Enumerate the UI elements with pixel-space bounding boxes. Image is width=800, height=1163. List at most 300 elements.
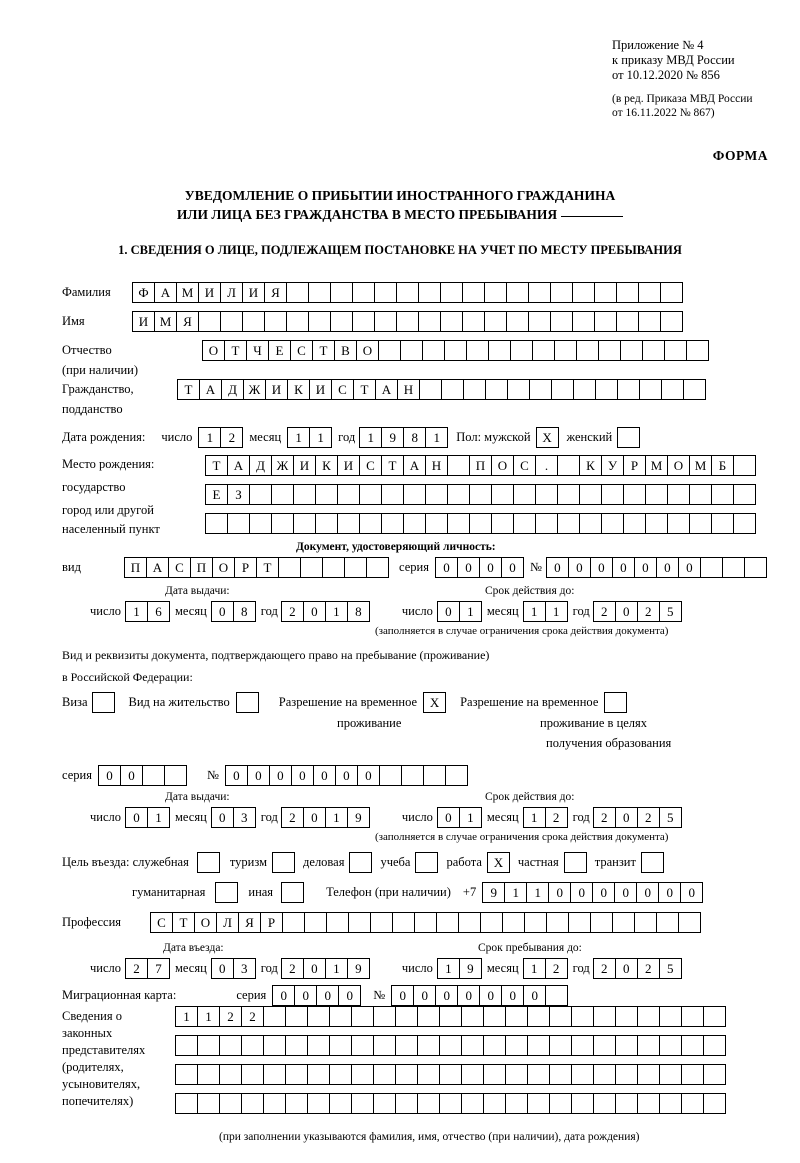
char-cell[interactable]: 2 — [545, 958, 568, 979]
char-cell[interactable] — [491, 484, 514, 505]
char-cell[interactable] — [197, 1093, 220, 1114]
char-cell[interactable] — [348, 912, 371, 933]
char-cell[interactable]: 0 — [437, 807, 460, 828]
char-cell[interactable]: Ч — [246, 340, 269, 361]
char-cell[interactable] — [637, 1006, 660, 1027]
char-cell[interactable] — [285, 1006, 308, 1027]
char-cell[interactable]: 0 — [612, 557, 635, 578]
char-cell[interactable] — [615, 1035, 638, 1056]
char-cell[interactable]: 2 — [125, 958, 148, 979]
char-cell[interactable] — [439, 1006, 462, 1027]
char-cell[interactable]: М — [645, 455, 668, 476]
char-cell[interactable]: И — [293, 455, 316, 476]
char-cell[interactable] — [535, 484, 558, 505]
char-cell[interactable]: 1 — [287, 427, 310, 448]
purpose-item-1-checkbox[interactable] — [349, 852, 372, 873]
char-cell[interactable]: 0 — [294, 985, 317, 1006]
char-cell[interactable] — [241, 1064, 264, 1085]
id-issue-day-input[interactable] — [125, 601, 170, 622]
char-cell[interactable]: 2 — [281, 958, 304, 979]
char-cell[interactable]: 0 — [680, 882, 703, 903]
char-cell[interactable] — [461, 1064, 484, 1085]
char-cell[interactable]: 0 — [658, 882, 681, 903]
stay-issue-month-input[interactable] — [211, 807, 256, 828]
char-cell[interactable] — [466, 340, 489, 361]
char-cell[interactable]: И — [337, 455, 360, 476]
char-cell[interactable] — [527, 1006, 550, 1027]
char-cell[interactable]: С — [150, 912, 173, 933]
char-cell[interactable]: Ж — [271, 455, 294, 476]
char-cell[interactable] — [271, 484, 294, 505]
char-cell[interactable] — [401, 765, 424, 786]
char-cell[interactable] — [667, 484, 690, 505]
profession-input[interactable] — [150, 912, 701, 933]
char-cell[interactable]: 0 — [592, 882, 615, 903]
char-cell[interactable]: Ж — [243, 379, 266, 400]
char-cell[interactable]: 2 — [637, 601, 660, 622]
char-cell[interactable] — [659, 1006, 682, 1027]
char-cell[interactable] — [461, 1035, 484, 1056]
char-cell[interactable]: 0 — [272, 985, 295, 1006]
char-cell[interactable] — [447, 484, 470, 505]
purpose-item-0-checkbox[interactable] — [272, 852, 295, 873]
char-cell[interactable] — [532, 340, 555, 361]
char-cell[interactable] — [249, 513, 272, 534]
char-cell[interactable] — [351, 1006, 374, 1027]
char-cell[interactable]: И — [242, 282, 265, 303]
char-cell[interactable] — [623, 513, 646, 534]
char-cell[interactable] — [656, 912, 679, 933]
char-cell[interactable] — [422, 340, 445, 361]
char-cell[interactable] — [330, 282, 353, 303]
char-cell[interactable] — [445, 765, 468, 786]
char-cell[interactable] — [571, 1064, 594, 1085]
char-cell[interactable] — [545, 985, 568, 1006]
purpose-item-3-checkbox[interactable]: X — [487, 852, 510, 873]
char-cell[interactable]: С — [290, 340, 313, 361]
char-cell[interactable] — [300, 557, 323, 578]
char-cell[interactable]: 0 — [120, 765, 143, 786]
char-cell[interactable]: 0 — [225, 765, 248, 786]
char-cell[interactable] — [352, 311, 375, 332]
char-cell[interactable]: Д — [221, 379, 244, 400]
char-cell[interactable] — [282, 912, 305, 933]
stay-valid-month-input[interactable] — [523, 807, 568, 828]
char-cell[interactable] — [557, 513, 580, 534]
char-cell[interactable] — [616, 282, 639, 303]
char-cell[interactable] — [359, 484, 382, 505]
char-cell[interactable] — [396, 282, 419, 303]
char-cell[interactable] — [374, 311, 397, 332]
char-cell[interactable] — [381, 484, 404, 505]
purpose-service-checkbox[interactable] — [197, 852, 220, 873]
char-cell[interactable] — [444, 340, 467, 361]
char-cell[interactable] — [329, 1035, 352, 1056]
char-cell[interactable]: 1 — [309, 427, 332, 448]
char-cell[interactable]: И — [265, 379, 288, 400]
char-cell[interactable]: Е — [268, 340, 291, 361]
char-cell[interactable] — [681, 1093, 704, 1114]
char-cell[interactable]: А — [375, 379, 398, 400]
char-cell[interactable] — [286, 282, 309, 303]
char-cell[interactable]: 0 — [435, 557, 458, 578]
char-cell[interactable]: 8 — [233, 601, 256, 622]
char-cell[interactable]: 1 — [198, 427, 221, 448]
char-cell[interactable] — [612, 912, 635, 933]
char-cell[interactable] — [351, 1093, 374, 1114]
char-cell[interactable] — [440, 311, 463, 332]
char-cell[interactable]: 1 — [459, 601, 482, 622]
char-cell[interactable] — [439, 1064, 462, 1085]
char-cell[interactable]: И — [132, 311, 155, 332]
char-cell[interactable]: 0 — [568, 557, 591, 578]
char-cell[interactable]: М — [154, 311, 177, 332]
char-cell[interactable]: 0 — [303, 601, 326, 622]
entry-year-input[interactable] — [281, 958, 370, 979]
char-cell[interactable] — [395, 1035, 418, 1056]
char-cell[interactable]: 5 — [659, 807, 682, 828]
char-cell[interactable]: 0 — [656, 557, 679, 578]
char-cell[interactable] — [227, 513, 250, 534]
char-cell[interactable] — [351, 1035, 374, 1056]
char-cell[interactable] — [576, 340, 599, 361]
char-cell[interactable]: 1 — [175, 1006, 198, 1027]
char-cell[interactable]: Р — [234, 557, 257, 578]
char-cell[interactable] — [549, 1035, 572, 1056]
birthplace-input-3[interactable] — [205, 513, 756, 534]
migration-series-input[interactable] — [272, 985, 361, 1006]
char-cell[interactable] — [594, 311, 617, 332]
char-cell[interactable]: 2 — [545, 807, 568, 828]
char-cell[interactable] — [689, 513, 712, 534]
char-cell[interactable] — [395, 1064, 418, 1085]
char-cell[interactable]: 9 — [347, 958, 370, 979]
char-cell[interactable] — [344, 557, 367, 578]
char-cell[interactable] — [579, 513, 602, 534]
char-cell[interactable] — [703, 1006, 726, 1027]
citizenship-input[interactable] — [177, 379, 706, 400]
char-cell[interactable]: 1 — [147, 807, 170, 828]
char-cell[interactable]: К — [315, 455, 338, 476]
char-cell[interactable] — [462, 282, 485, 303]
patronymic-input[interactable] — [202, 340, 709, 361]
char-cell[interactable] — [370, 912, 393, 933]
char-cell[interactable] — [703, 1093, 726, 1114]
char-cell[interactable] — [660, 282, 683, 303]
char-cell[interactable] — [418, 282, 441, 303]
char-cell[interactable]: И — [309, 379, 332, 400]
char-cell[interactable]: 0 — [437, 601, 460, 622]
char-cell[interactable]: 2 — [593, 958, 616, 979]
char-cell[interactable] — [419, 379, 442, 400]
char-cell[interactable]: 0 — [615, 601, 638, 622]
id-number-input[interactable] — [546, 557, 767, 578]
char-cell[interactable] — [527, 1064, 550, 1085]
char-cell[interactable]: 0 — [211, 601, 234, 622]
birth-day-input[interactable] — [198, 427, 243, 448]
char-cell[interactable] — [175, 1035, 198, 1056]
char-cell[interactable] — [329, 1093, 352, 1114]
char-cell[interactable]: А — [146, 557, 169, 578]
char-cell[interactable] — [689, 484, 712, 505]
char-cell[interactable] — [304, 912, 327, 933]
char-cell[interactable] — [264, 311, 287, 332]
char-cell[interactable]: С — [359, 455, 382, 476]
char-cell[interactable] — [681, 1006, 704, 1027]
char-cell[interactable] — [549, 1064, 572, 1085]
char-cell[interactable] — [507, 379, 530, 400]
residence-permit-checkbox[interactable] — [236, 692, 259, 713]
char-cell[interactable] — [722, 557, 745, 578]
char-cell[interactable] — [557, 455, 580, 476]
char-cell[interactable] — [638, 282, 661, 303]
char-cell[interactable] — [733, 455, 756, 476]
purpose-item-5-checkbox[interactable] — [641, 852, 664, 873]
char-cell[interactable] — [550, 282, 573, 303]
purpose-item-4-checkbox[interactable] — [564, 852, 587, 873]
char-cell[interactable]: 7 — [147, 958, 170, 979]
char-cell[interactable] — [615, 1093, 638, 1114]
char-cell[interactable] — [484, 311, 507, 332]
char-cell[interactable] — [315, 484, 338, 505]
char-cell[interactable]: 0 — [636, 882, 659, 903]
char-cell[interactable]: 9 — [347, 807, 370, 828]
char-cell[interactable] — [373, 1093, 396, 1114]
char-cell[interactable] — [337, 484, 360, 505]
char-cell[interactable]: Н — [397, 379, 420, 400]
char-cell[interactable] — [483, 1064, 506, 1085]
char-cell[interactable]: 0 — [546, 557, 569, 578]
char-cell[interactable] — [483, 1093, 506, 1114]
char-cell[interactable] — [637, 1035, 660, 1056]
char-cell[interactable] — [359, 513, 382, 534]
char-cell[interactable] — [379, 765, 402, 786]
char-cell[interactable]: 1 — [197, 1006, 220, 1027]
char-cell[interactable] — [593, 1035, 616, 1056]
char-cell[interactable] — [425, 513, 448, 534]
char-cell[interactable] — [711, 513, 734, 534]
char-cell[interactable]: 2 — [637, 807, 660, 828]
stay-valid-year-input[interactable] — [593, 807, 682, 828]
char-cell[interactable] — [417, 1064, 440, 1085]
char-cell[interactable] — [683, 379, 706, 400]
stay-until-year-input[interactable] — [593, 958, 682, 979]
char-cell[interactable]: Я — [264, 282, 287, 303]
char-cell[interactable] — [593, 1006, 616, 1027]
char-cell[interactable]: 1 — [459, 807, 482, 828]
char-cell[interactable] — [513, 484, 536, 505]
char-cell[interactable] — [447, 455, 470, 476]
char-cell[interactable] — [488, 340, 511, 361]
char-cell[interactable] — [623, 484, 646, 505]
char-cell[interactable]: 1 — [125, 601, 148, 622]
char-cell[interactable] — [242, 311, 265, 332]
char-cell[interactable]: Н — [425, 455, 448, 476]
char-cell[interactable] — [571, 1093, 594, 1114]
char-cell[interactable] — [529, 379, 552, 400]
char-cell[interactable]: А — [199, 379, 222, 400]
char-cell[interactable] — [579, 484, 602, 505]
char-cell[interactable] — [645, 513, 668, 534]
purpose-item-2-checkbox[interactable] — [415, 852, 438, 873]
birth-month-input[interactable] — [287, 427, 332, 448]
char-cell[interactable]: 0 — [590, 557, 613, 578]
char-cell[interactable]: 1 — [523, 958, 546, 979]
birthplace-input-2[interactable] — [205, 484, 756, 505]
char-cell[interactable]: П — [469, 455, 492, 476]
char-cell[interactable]: 2 — [281, 601, 304, 622]
char-cell[interactable] — [440, 282, 463, 303]
representatives-input-2[interactable] — [175, 1035, 726, 1056]
char-cell[interactable]: 0 — [435, 985, 458, 1006]
char-cell[interactable] — [458, 912, 481, 933]
char-cell[interactable] — [527, 1093, 550, 1114]
char-cell[interactable] — [700, 557, 723, 578]
char-cell[interactable] — [505, 1064, 528, 1085]
char-cell[interactable]: 3 — [233, 958, 256, 979]
char-cell[interactable]: 0 — [357, 765, 380, 786]
birthplace-input-1[interactable] — [205, 455, 756, 476]
char-cell[interactable]: Ф — [132, 282, 155, 303]
char-cell[interactable]: 2 — [593, 601, 616, 622]
char-cell[interactable] — [550, 311, 573, 332]
char-cell[interactable] — [461, 1006, 484, 1027]
char-cell[interactable]: Т — [353, 379, 376, 400]
char-cell[interactable] — [505, 1093, 528, 1114]
char-cell[interactable] — [263, 1093, 286, 1114]
char-cell[interactable] — [395, 1006, 418, 1027]
char-cell[interactable]: Т — [312, 340, 335, 361]
char-cell[interactable] — [219, 1035, 242, 1056]
char-cell[interactable]: 0 — [413, 985, 436, 1006]
char-cell[interactable] — [220, 311, 243, 332]
char-cell[interactable] — [307, 1093, 330, 1114]
char-cell[interactable] — [425, 484, 448, 505]
char-cell[interactable]: Я — [238, 912, 261, 933]
char-cell[interactable]: У — [601, 455, 624, 476]
name-input[interactable] — [132, 311, 683, 332]
char-cell[interactable] — [308, 311, 331, 332]
char-cell[interactable]: В — [334, 340, 357, 361]
char-cell[interactable] — [447, 513, 470, 534]
char-cell[interactable] — [417, 1006, 440, 1027]
char-cell[interactable] — [164, 765, 187, 786]
char-cell[interactable] — [241, 1093, 264, 1114]
char-cell[interactable] — [285, 1035, 308, 1056]
char-cell[interactable]: 9 — [482, 882, 505, 903]
char-cell[interactable] — [638, 311, 661, 332]
char-cell[interactable] — [681, 1035, 704, 1056]
char-cell[interactable] — [278, 557, 301, 578]
char-cell[interactable] — [527, 1035, 550, 1056]
char-cell[interactable]: 2 — [593, 807, 616, 828]
char-cell[interactable]: 2 — [219, 1006, 242, 1027]
purpose-other-checkbox[interactable] — [281, 882, 304, 903]
char-cell[interactable] — [285, 1093, 308, 1114]
char-cell[interactable]: 0 — [615, 958, 638, 979]
char-cell[interactable] — [549, 1093, 572, 1114]
char-cell[interactable] — [571, 1006, 594, 1027]
char-cell[interactable] — [329, 1064, 352, 1085]
char-cell[interactable] — [271, 513, 294, 534]
char-cell[interactable] — [198, 311, 221, 332]
char-cell[interactable] — [219, 1064, 242, 1085]
char-cell[interactable]: Т — [205, 455, 228, 476]
char-cell[interactable] — [590, 912, 613, 933]
char-cell[interactable] — [637, 1064, 660, 1085]
char-cell[interactable]: 2 — [637, 958, 660, 979]
char-cell[interactable]: 0 — [211, 958, 234, 979]
char-cell[interactable] — [469, 513, 492, 534]
char-cell[interactable] — [639, 379, 662, 400]
char-cell[interactable] — [637, 1093, 660, 1114]
stay-issue-day-input[interactable] — [125, 807, 170, 828]
char-cell[interactable]: 1 — [359, 427, 382, 448]
char-cell[interactable] — [524, 912, 547, 933]
char-cell[interactable]: П — [124, 557, 147, 578]
char-cell[interactable] — [418, 311, 441, 332]
char-cell[interactable]: 1 — [325, 958, 348, 979]
char-cell[interactable]: 6 — [147, 601, 170, 622]
char-cell[interactable] — [681, 1064, 704, 1085]
char-cell[interactable] — [396, 311, 419, 332]
char-cell[interactable] — [197, 1035, 220, 1056]
char-cell[interactable]: М — [689, 455, 712, 476]
char-cell[interactable] — [403, 513, 426, 534]
char-cell[interactable]: 2 — [281, 807, 304, 828]
char-cell[interactable] — [439, 1035, 462, 1056]
char-cell[interactable]: С — [168, 557, 191, 578]
char-cell[interactable] — [175, 1093, 198, 1114]
char-cell[interactable] — [549, 1006, 572, 1027]
char-cell[interactable]: Л — [216, 912, 239, 933]
char-cell[interactable] — [528, 311, 551, 332]
char-cell[interactable] — [330, 311, 353, 332]
char-cell[interactable] — [620, 340, 643, 361]
char-cell[interactable]: О — [356, 340, 379, 361]
char-cell[interactable] — [615, 1064, 638, 1085]
migration-number-input[interactable] — [391, 985, 568, 1006]
char-cell[interactable]: 0 — [269, 765, 292, 786]
char-cell[interactable]: 0 — [457, 985, 480, 1006]
char-cell[interactable] — [308, 282, 331, 303]
char-cell[interactable] — [417, 1035, 440, 1056]
char-cell[interactable]: Т — [381, 455, 404, 476]
char-cell[interactable] — [528, 282, 551, 303]
char-cell[interactable]: И — [198, 282, 221, 303]
char-cell[interactable] — [403, 484, 426, 505]
char-cell[interactable]: З — [227, 484, 250, 505]
char-cell[interactable] — [505, 1035, 528, 1056]
char-cell[interactable] — [307, 1064, 330, 1085]
temp-residence-checkbox[interactable]: X — [423, 692, 446, 713]
char-cell[interactable] — [249, 484, 272, 505]
char-cell[interactable]: О — [667, 455, 690, 476]
phone-input[interactable] — [482, 882, 703, 903]
edu-residence-checkbox[interactable] — [604, 692, 627, 713]
stay-series-input[interactable] — [98, 765, 187, 786]
char-cell[interactable]: 1 — [545, 601, 568, 622]
char-cell[interactable]: 0 — [316, 985, 339, 1006]
char-cell[interactable] — [293, 513, 316, 534]
char-cell[interactable] — [664, 340, 687, 361]
char-cell[interactable] — [615, 1006, 638, 1027]
char-cell[interactable] — [659, 1035, 682, 1056]
char-cell[interactable] — [395, 1093, 418, 1114]
char-cell[interactable]: 0 — [548, 882, 571, 903]
char-cell[interactable]: Р — [260, 912, 283, 933]
char-cell[interactable] — [373, 1006, 396, 1027]
